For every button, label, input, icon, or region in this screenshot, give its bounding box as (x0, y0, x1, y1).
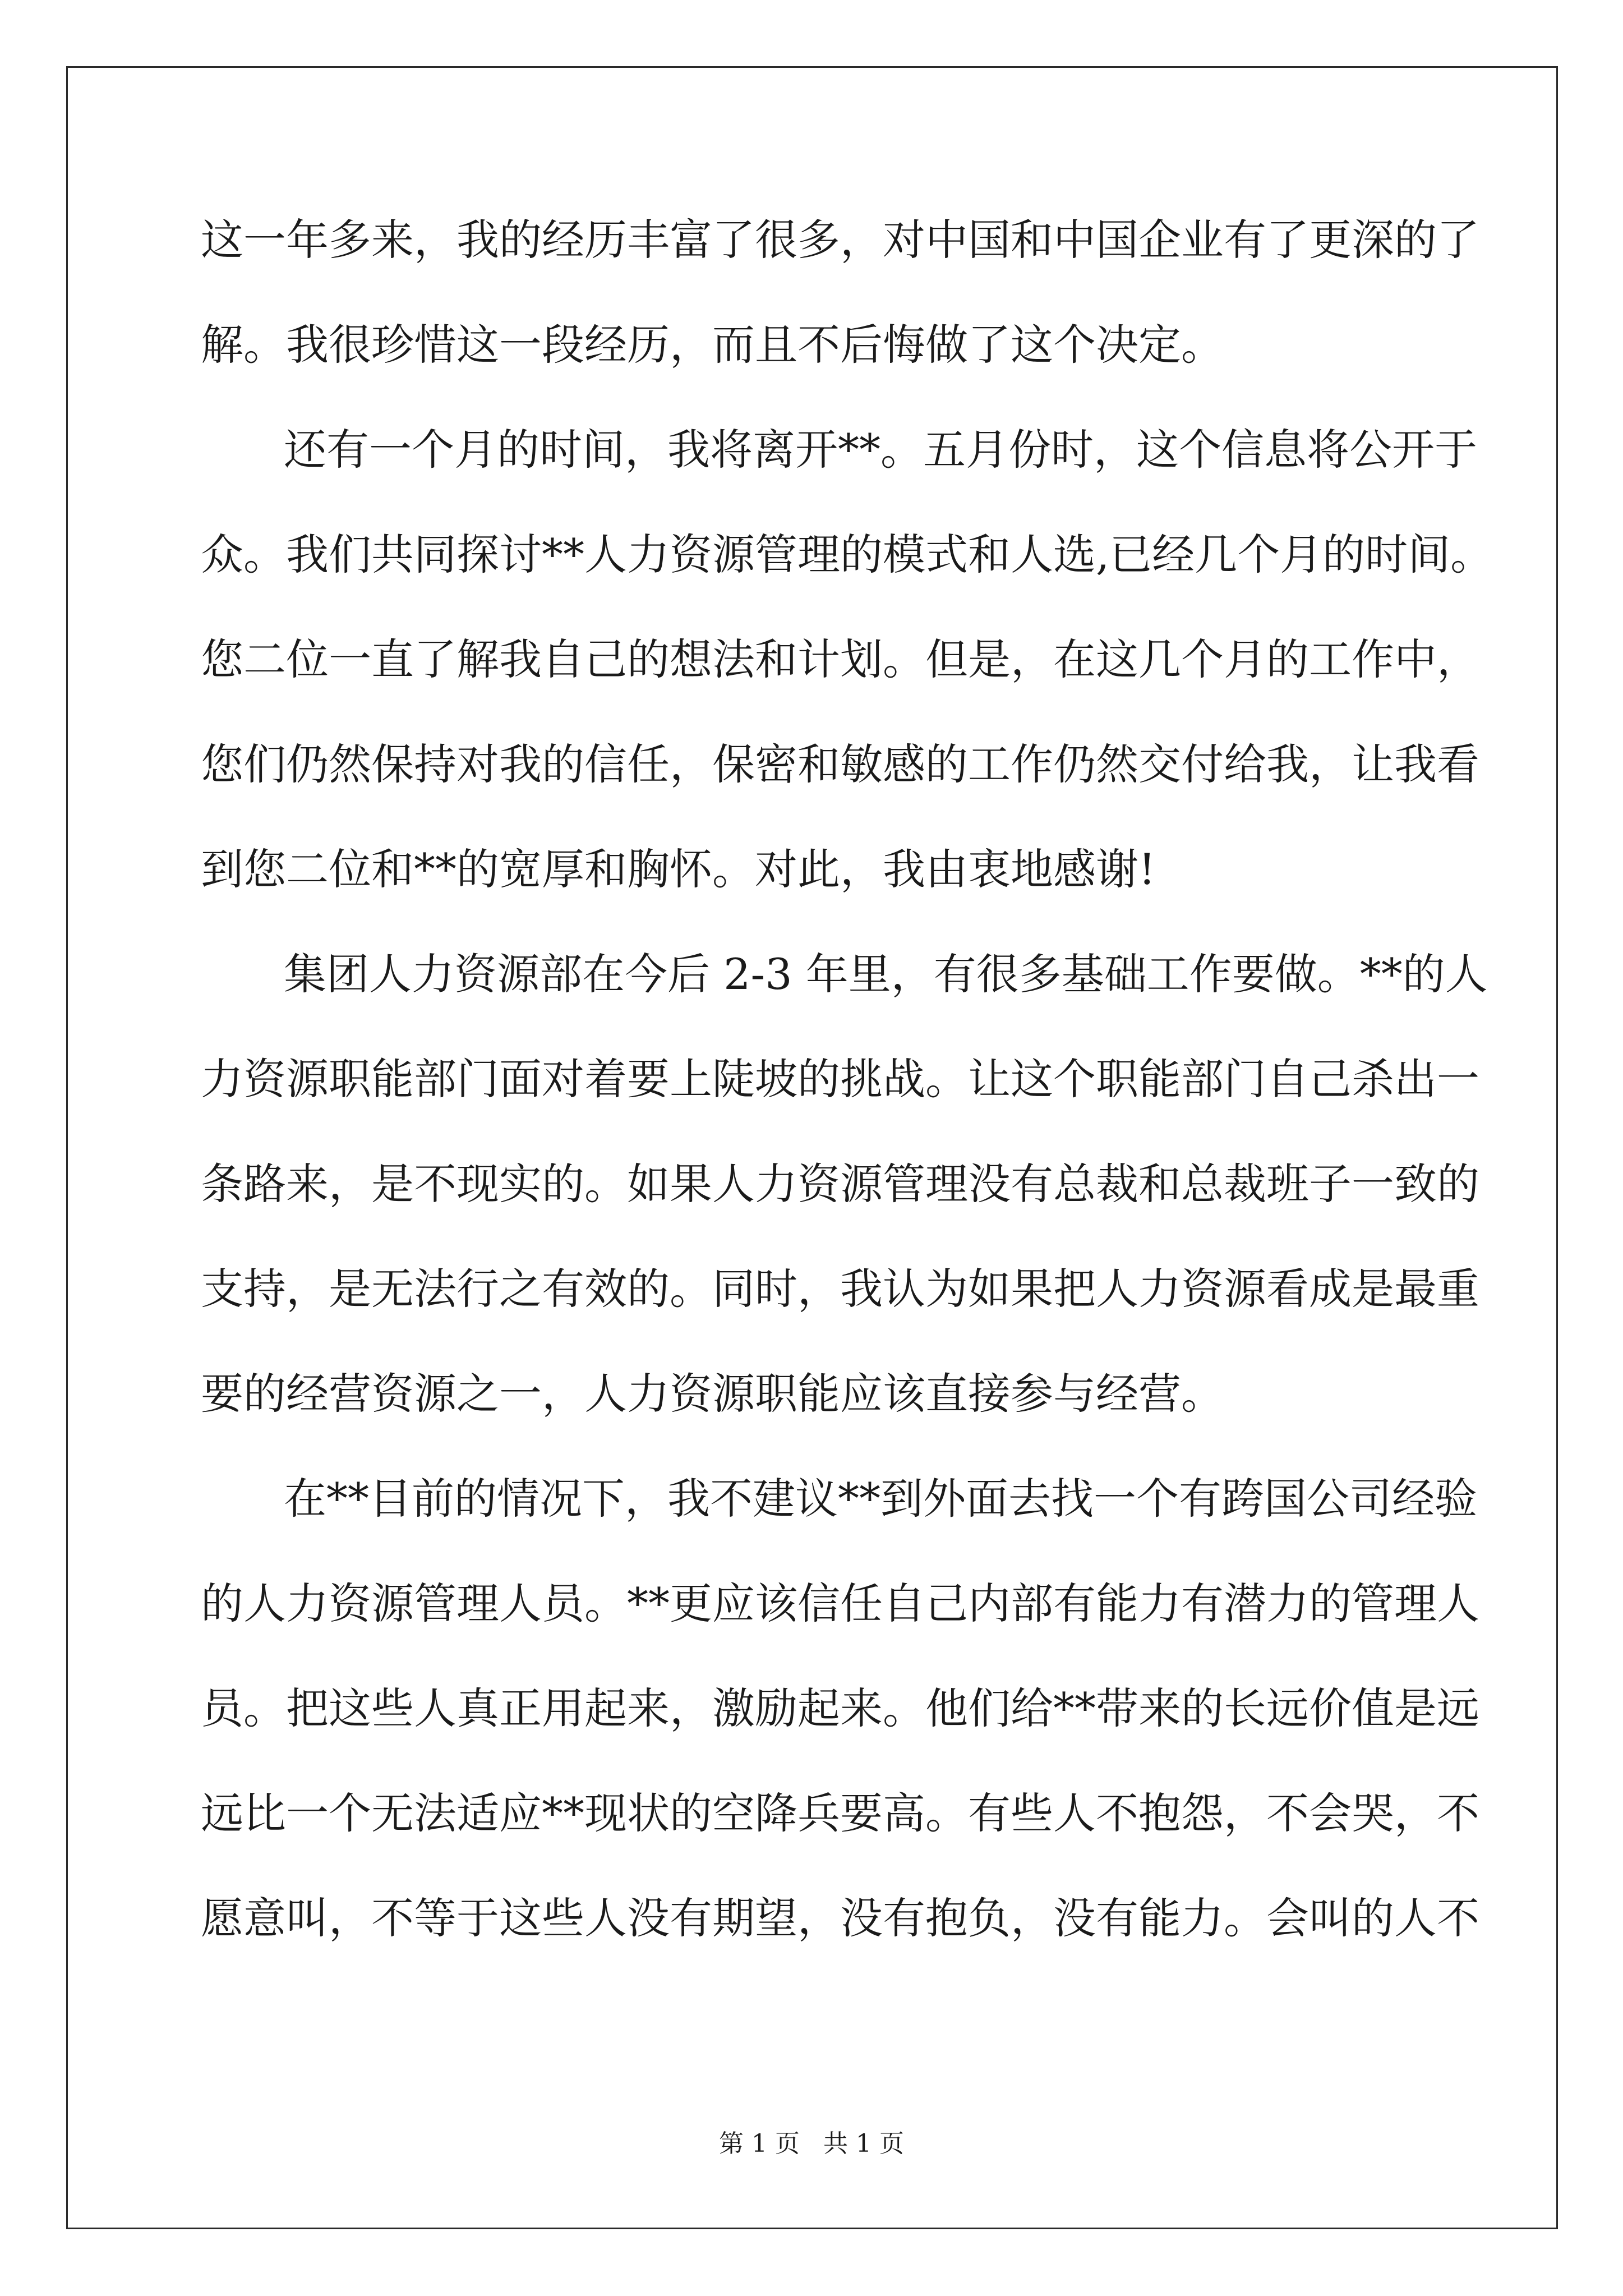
text-line: 在**目前的情况下，我不建议**到外面去找一个有跨国公司经验 (284, 1474, 1477, 1524)
document-body (201, 215, 1493, 2002)
text-line: 条路来，是不现实的。如果人力资源管理没有总裁和总裁班子一致的 (201, 1159, 1479, 1209)
text-line: 还有一个月的时间，我将离开**。五月份时，这个信息将公开于 (284, 425, 1477, 475)
text-line: 您二位一直了解我自己的想法和计划。但是，在这几个月的工作中， (201, 634, 1479, 684)
text-line: 员。把这些人真正用起来，激励起来。他们给**带来的长远价值是远 (201, 1683, 1479, 1733)
text-line: 要的经营资源之一，人力资源职能应该直接参与经营。 (201, 1369, 1224, 1419)
text-line: 愿意叫，不等于这些人没有期望，没有抱负，没有能力。会叫的人不 (201, 1893, 1479, 1943)
text-line: 解。我很珍惜这一段经历，而且不后悔做了这个决定。 (201, 320, 1224, 370)
text-line: 这一年多来，我的经历丰富了很多，对中国和中国企业有了更深的了 (201, 215, 1479, 265)
text-line: 集团人力资源部在今后 2-3 年里，有很多基础工作要做。**的人 (284, 949, 1488, 999)
text-line: 力资源职能部门面对着要上陡坡的挑战。让这个职能部门自己杀出一 (201, 1054, 1479, 1104)
text-line: 到您二位和**的宽厚和胸怀。对此，我由衷地感谢! (201, 844, 1156, 894)
text-line: 远比一个无法适应**现状的空降兵要高。有些人不抱怨，不会哭，不 (201, 1788, 1479, 1838)
text-line: 支持，是无法行之有效的。同时，我认为如果把人力资源看成是最重 (201, 1264, 1479, 1314)
text-line: 的人力资源管理人员。**更应该信任自己内部有能力有潜力的管理人 (201, 1579, 1479, 1628)
page-number-footer: 第 1 页 共 1 页 (719, 2129, 904, 2158)
text-line: 众。我们共同探讨**人力资源管理的模式和人选,已经几个月的时间。 (201, 530, 1493, 579)
text-line: 您们仍然保持对我的信任，保密和敏感的工作仍然交付给我，让我看 (201, 739, 1479, 789)
